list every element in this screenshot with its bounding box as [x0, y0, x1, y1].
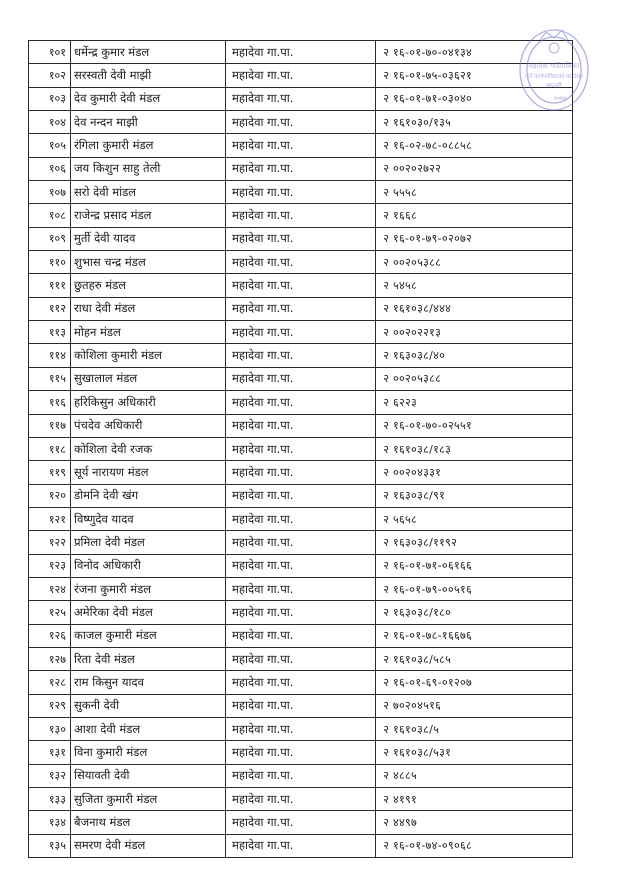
name-cell: रिता देवी मंडल — [71, 647, 226, 670]
serial-number-cell: १२१ — [29, 507, 71, 530]
type-cell: २ — [376, 624, 391, 647]
serial-number-cell: ११७ — [29, 414, 71, 437]
name-cell: कोशिला कुमारी मंडल — [71, 344, 226, 367]
type-cell: २ — [376, 741, 391, 764]
serial-number-cell: १०२ — [29, 64, 71, 87]
serial-number-cell: १३४ — [29, 811, 71, 834]
name-cell: रंजना कुमारी मंडल — [71, 577, 226, 600]
citizenship-number-cell: ००२०५३८८ — [390, 251, 573, 274]
name-cell: सरो देवी मांडल — [71, 181, 226, 204]
citizenship-number-cell: १६१०३८/१८३ — [390, 437, 573, 460]
municipality-cell: महादेवा गा.पा. — [226, 321, 376, 344]
table-row — [29, 788, 573, 811]
name-cell: देव कुमारी देवी मंडल — [71, 87, 226, 110]
name-cell: पंचदेव अधिकारी — [71, 414, 226, 437]
table-body — [29, 41, 573, 858]
table-row — [29, 694, 573, 717]
table-row — [29, 461, 573, 484]
citizenship-number-cell: १६-०२-७८-०८८५८ — [390, 134, 573, 157]
stamp-line-4: २०७४ — [553, 95, 567, 102]
citizenship-number-cell: १६-०१-७४-०९०६८ — [390, 834, 573, 857]
municipality-cell: महादेवा गा.पा. — [226, 671, 376, 694]
name-cell: आशा देवी मंडल — [71, 717, 226, 740]
citizenship-number-cell: ४४९७ — [390, 811, 573, 834]
municipality-cell: महादेवा गा.पा. — [226, 414, 376, 437]
serial-number-cell: १३३ — [29, 788, 71, 811]
serial-number-cell: १०३ — [29, 87, 71, 110]
serial-number-cell: १३० — [29, 717, 71, 740]
citizenship-number-cell: १६-०१-७८-१६६७६ — [390, 624, 573, 647]
type-cell: २ — [376, 87, 391, 110]
name-cell: सुखालाल मंडल — [71, 367, 226, 390]
table-row — [29, 671, 573, 694]
municipality-cell: महादेवा गा.पा. — [226, 788, 376, 811]
type-cell: २ — [376, 461, 391, 484]
type-cell: २ — [376, 788, 391, 811]
citizenship-number-cell: ५५५८ — [390, 181, 573, 204]
name-cell: मोहन मंडल — [71, 321, 226, 344]
stamp-line-3: सप्तरी — [546, 82, 562, 90]
type-cell: २ — [376, 134, 391, 157]
name-cell: राजेन्द्र प्रसाद मंडल — [71, 204, 226, 227]
name-cell: बैजनाथ मंडल — [71, 811, 226, 834]
table-row — [29, 87, 573, 110]
serial-number-cell: १११ — [29, 274, 71, 297]
type-cell: २ — [376, 251, 391, 274]
table-row — [29, 251, 573, 274]
type-cell: २ — [376, 64, 391, 87]
name-cell: प्रमिला देवी मंडल — [71, 531, 226, 554]
citizenship-number-cell: ६२२३ — [390, 391, 573, 414]
citizenship-number-cell: १६१०३०/१३५ — [390, 111, 573, 134]
table-row — [29, 134, 573, 157]
table-row — [29, 554, 573, 577]
serial-number-cell: १०६ — [29, 157, 71, 180]
type-cell: २ — [376, 414, 391, 437]
table-row — [29, 367, 573, 390]
name-cell: डोमनि देवी खंग — [71, 484, 226, 507]
citizenship-number-cell: ००२०२२१३ — [390, 321, 573, 344]
table-row — [29, 624, 573, 647]
municipality-cell: महादेवा गा.पा. — [226, 437, 376, 460]
type-cell: २ — [376, 391, 391, 414]
type-cell: २ — [376, 157, 391, 180]
serial-number-cell: १२० — [29, 484, 71, 507]
type-cell: २ — [376, 834, 391, 857]
name-cell: रंगिला कुमारी मंडल — [71, 134, 226, 157]
name-cell: मुर्ती देवी यादव — [71, 227, 226, 250]
table-row — [29, 647, 573, 670]
beneficiary-table — [28, 40, 573, 858]
type-cell: २ — [376, 671, 391, 694]
serial-number-cell: ११८ — [29, 437, 71, 460]
citizenship-number-cell: १६१०३८/५ — [390, 717, 573, 740]
table-row — [29, 41, 573, 64]
table-row — [29, 437, 573, 460]
table-row — [29, 391, 573, 414]
name-cell: राधा देवी मंडल — [71, 297, 226, 320]
type-cell: २ — [376, 111, 391, 134]
type-cell: २ — [376, 601, 391, 624]
type-cell: २ — [376, 181, 391, 204]
type-cell: २ — [376, 694, 391, 717]
name-cell: छुतहरु मंडल — [71, 274, 226, 297]
type-cell: २ — [376, 321, 391, 344]
serial-number-cell: ११४ — [29, 344, 71, 367]
citizenship-number-cell: १६१०३८/५३१ — [390, 741, 573, 764]
type-cell: २ — [376, 484, 391, 507]
type-cell: २ — [376, 41, 391, 64]
name-cell: विष्णुदेव यादव — [71, 507, 226, 530]
table-row — [29, 531, 573, 554]
municipality-cell: महादेवा गा.पा. — [226, 274, 376, 297]
serial-number-cell: १०४ — [29, 111, 71, 134]
serial-number-cell: १३५ — [29, 834, 71, 857]
type-cell: २ — [376, 227, 391, 250]
serial-number-cell: १२९ — [29, 694, 71, 717]
citizenship-number-cell: ७०२०४५१६ — [390, 694, 573, 717]
municipality-cell: महादेवा गा.पा. — [226, 367, 376, 390]
citizenship-number-cell: १६३०३८/१८० — [390, 601, 573, 624]
serial-number-cell: १३२ — [29, 764, 71, 787]
serial-number-cell: १२८ — [29, 671, 71, 694]
municipality-cell: महादेवा गा.पा. — [226, 157, 376, 180]
serial-number-cell: १०७ — [29, 181, 71, 204]
citizenship-number-cell: १६-०१-७०-०४१३४ — [390, 41, 573, 64]
citizenship-number-cell: १६१०३८/४४४ — [390, 297, 573, 320]
citizenship-number-cell: ००२०२७२२ — [390, 157, 573, 180]
municipality-cell: महादेवा गा.पा. — [226, 227, 376, 250]
municipality-cell: महादेवा गा.पा. — [226, 391, 376, 414]
table-row — [29, 64, 573, 87]
serial-number-cell: ११३ — [29, 321, 71, 344]
type-cell: २ — [376, 577, 391, 600]
type-cell: २ — [376, 367, 391, 390]
serial-number-cell: ११५ — [29, 367, 71, 390]
serial-number-cell: १०१ — [29, 41, 71, 64]
type-cell: २ — [376, 647, 391, 670]
citizenship-number-cell: ००२०५३८८ — [390, 367, 573, 390]
citizenship-number-cell: ४८८५ — [390, 764, 573, 787]
type-cell: २ — [376, 437, 391, 460]
type-cell: २ — [376, 717, 391, 740]
name-cell: देव नन्दन माझी — [71, 111, 226, 134]
citizenship-number-cell: ५४५८ — [390, 274, 573, 297]
serial-number-cell: १०८ — [29, 204, 71, 227]
table-row — [29, 181, 573, 204]
name-cell: विना कुमारी मंडल — [71, 741, 226, 764]
stamp-line-1: महादेवा गाउँपालिका — [528, 62, 580, 70]
municipality-cell: महादेवा गा.पा. — [226, 577, 376, 600]
name-cell: राम किसुन यादव — [71, 671, 226, 694]
citizenship-number-cell: १६-०१-७१-०३०४० — [390, 87, 573, 110]
table-row — [29, 601, 573, 624]
table-row — [29, 811, 573, 834]
municipality-cell: महादेवा गा.पा. — [226, 601, 376, 624]
municipality-cell: महादेवा गा.पा. — [226, 647, 376, 670]
name-cell: कोशिला देवी रजक — [71, 437, 226, 460]
citizenship-number-cell: १६-०१-७०-०२५५१ — [390, 414, 573, 437]
table-row — [29, 484, 573, 507]
type-cell: २ — [376, 204, 391, 227]
type-cell: २ — [376, 811, 391, 834]
municipality-cell: महादेवा गा.पा. — [226, 717, 376, 740]
serial-number-cell: ११६ — [29, 391, 71, 414]
municipality-cell: महादेवा गा.पा. — [226, 507, 376, 530]
table-row — [29, 297, 573, 320]
name-cell: सुकनी देवी — [71, 694, 226, 717]
serial-number-cell: १२२ — [29, 531, 71, 554]
serial-number-cell: १०५ — [29, 134, 71, 157]
table-row — [29, 204, 573, 227]
name-cell: विनोद अधिकारी — [71, 554, 226, 577]
type-cell: २ — [376, 344, 391, 367]
serial-number-cell: १०९ — [29, 227, 71, 250]
municipality-cell: महादेवा गा.पा. — [226, 251, 376, 274]
citizenship-number-cell: ५६५८ — [390, 507, 573, 530]
citizenship-number-cell: १६१०३८/५८५ — [390, 647, 573, 670]
table-row — [29, 741, 573, 764]
table-row — [29, 834, 573, 857]
municipality-cell: महादेवा गा.पा. — [226, 461, 376, 484]
citizenship-number-cell: १६-०१-६९-०१२०७ — [390, 671, 573, 694]
table-row — [29, 157, 573, 180]
stamp-line-2: गाउँ कार्यपालिकाको कार्यालय — [524, 74, 584, 80]
serial-number-cell: १२७ — [29, 647, 71, 670]
serial-number-cell: ११२ — [29, 297, 71, 320]
table-row — [29, 414, 573, 437]
serial-number-cell: १२६ — [29, 624, 71, 647]
municipality-cell: महादेवा गा.पा. — [226, 741, 376, 764]
citizenship-number-cell: ००२०४३३१ — [390, 461, 573, 484]
table-row — [29, 507, 573, 530]
citizenship-number-cell: १६-०१-७५-०३६२१ — [390, 64, 573, 87]
name-cell: धर्मेन्द्र कुमार मंडल — [71, 41, 226, 64]
municipality-cell: महादेवा गा.पा. — [226, 554, 376, 577]
municipality-cell: महादेवा गा.पा. — [226, 811, 376, 834]
municipality-cell: महादेवा गा.पा. — [226, 181, 376, 204]
serial-number-cell: १३१ — [29, 741, 71, 764]
serial-number-cell: १२४ — [29, 577, 71, 600]
municipality-cell: महादेवा गा.पा. — [226, 344, 376, 367]
table-row — [29, 274, 573, 297]
serial-number-cell: १२३ — [29, 554, 71, 577]
municipality-cell: महादेवा गा.पा. — [226, 134, 376, 157]
name-cell: काजल कुमारी मंडल — [71, 624, 226, 647]
type-cell: २ — [376, 531, 391, 554]
name-cell: सूर्य नारायण मंडल — [71, 461, 226, 484]
citizenship-number-cell: १६६८ — [390, 204, 573, 227]
type-cell: २ — [376, 274, 391, 297]
serial-number-cell: ११९ — [29, 461, 71, 484]
serial-number-cell: १२५ — [29, 601, 71, 624]
table-row — [29, 764, 573, 787]
type-cell: २ — [376, 297, 391, 320]
name-cell: सियावती देवी — [71, 764, 226, 787]
citizenship-number-cell: १६३०३८/९१ — [390, 484, 573, 507]
municipality-cell: महादेवा गा.पा. — [226, 87, 376, 110]
type-cell: २ — [376, 764, 391, 787]
name-cell: जय किशुन साहु तेली — [71, 157, 226, 180]
citizenship-number-cell: १६-०१-७९-००५१६ — [390, 577, 573, 600]
name-cell: सरस्वती देवी माझी — [71, 64, 226, 87]
table-row — [29, 717, 573, 740]
municipality-cell: महादेवा गा.पा. — [226, 64, 376, 87]
name-cell: समरण देवी मंडल — [71, 834, 226, 857]
municipality-cell: महादेवा गा.पा. — [226, 834, 376, 857]
municipality-cell: महादेवा गा.पा. — [226, 484, 376, 507]
municipality-cell: महादेवा गा.पा. — [226, 41, 376, 64]
municipality-cell: महादेवा गा.पा. — [226, 531, 376, 554]
table-row — [29, 321, 573, 344]
table-row — [29, 577, 573, 600]
municipality-cell: महादेवा गा.पा. — [226, 297, 376, 320]
office-stamp — [516, 18, 592, 122]
table-row — [29, 111, 573, 134]
table-row — [29, 227, 573, 250]
municipality-cell: महादेवा गा.पा. — [226, 111, 376, 134]
municipality-cell: महादेवा गा.पा. — [226, 204, 376, 227]
municipality-cell: महादेवा गा.पा. — [226, 764, 376, 787]
type-cell: २ — [376, 554, 391, 577]
serial-number-cell: ११० — [29, 251, 71, 274]
document-page — [28, 40, 568, 858]
municipality-cell: महादेवा गा.पा. — [226, 624, 376, 647]
name-cell: हरिकिसुन अधिकारी — [71, 391, 226, 414]
table-row — [29, 344, 573, 367]
citizenship-number-cell: १६-०१-७१-०६१६६ — [390, 554, 573, 577]
citizenship-number-cell: १६-०१-७९-०२०७२ — [390, 227, 573, 250]
name-cell: शुभास चन्द्र मंडल — [71, 251, 226, 274]
citizenship-number-cell: ४१९१ — [390, 788, 573, 811]
type-cell: २ — [376, 507, 391, 530]
citizenship-number-cell: १६३०३८/११९२ — [390, 531, 573, 554]
municipality-cell: महादेवा गा.पा. — [226, 694, 376, 717]
name-cell: अमेरिका देवी मंडल — [71, 601, 226, 624]
name-cell: सुजिता कुमारी मंडल — [71, 788, 226, 811]
citizenship-number-cell: १६३०३८/४० — [390, 344, 573, 367]
